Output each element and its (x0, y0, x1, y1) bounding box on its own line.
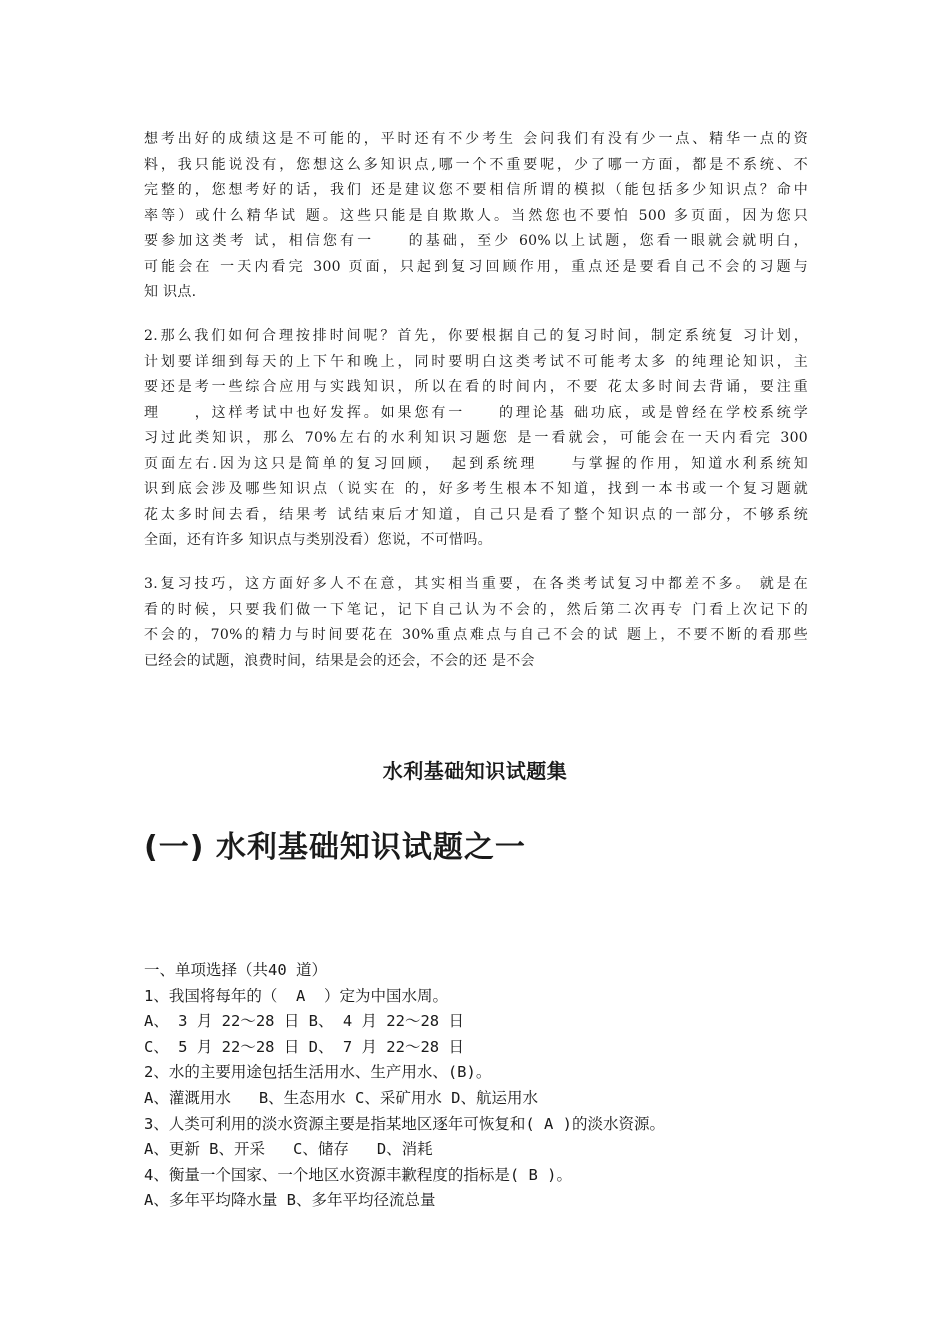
question-2: 2、水的主要用途包括生活用水、生产用水、(B)。 (144, 1063, 492, 1082)
question-1-options: C、 5 月 22～28 日 D、 7 月 22～28 日 (144, 1037, 464, 1056)
question-3-options: A、更新 B、开采 C、储存 D、消耗 (144, 1140, 433, 1159)
question-4: 4、衡量一个国家、一个地区水资源丰歉程度的指标是( B )。 (144, 1165, 572, 1184)
text-line: 想考出好的成绩这是不可能的，平时还有不少考生 会问我们有没有少一点、精华一点的资 (144, 131, 808, 147)
text-line: 看的时候，只要我们做一下笔记，记下自己认为不会的，然后第二次再专 门看上次记下的 (144, 601, 808, 618)
paragraph-2 (144, 324, 808, 554)
question-4-options: A、多年平均降水量 B、多年平均径流总量 (144, 1191, 436, 1210)
paragraph-3 (144, 572, 808, 674)
quiz-section-header: 一、单项选择（共40 道） (144, 961, 327, 979)
text-line: 2.那么我们如何合理按排时间呢？首先，你要根据自己的复习时间，制定系统复 习计划， (144, 328, 808, 344)
text-line: 率等）或什么精华试 题。这些只能是自欺欺人。当然您也不要怕 500 多页面，因为您只 (144, 207, 808, 224)
text-line: 花太多时间去看，结果考 试结束后才知道，自己只是看了整个知识点的一部分，不够系统 (144, 506, 808, 523)
question-1-options: A、 3 月 22～28 日 B、 4 月 22～28 日 (144, 1012, 464, 1031)
question-2-options: A、灌溉用水 B、生态用水 C、采矿用水 D、航运用水 (144, 1088, 538, 1107)
text-line: 计划要详细到每天的上下午和晚上，同时要明白这类考试不可能考太多 的纯理论知识，主 (144, 353, 808, 370)
text-line: 已经会的试题，浪费时间，结果是会的还会，不会的还 是不会 (144, 652, 535, 669)
section-heading: (一) 水利基础知识试题之一 (144, 830, 526, 865)
question-1: 1、我国将每年的（ A ）定为中国水周。 (144, 986, 448, 1005)
text-line: 要参加这类考 试，相信您有一 的基础，至少 60%以上试题，您看一眼就会就明白， (144, 233, 808, 249)
text-line: 知 识点. (144, 284, 197, 300)
text-line: 不会的，70%的精力与时间要花在 30%重点难点与自己不会的试 题上，不要不断的看那些 (144, 627, 808, 643)
text-line: 可能会在 一天内看完 300 页面，只起到复习回顾作用，重点还是要看自己不会的习题与 (144, 258, 808, 275)
text-line: 全面，还有许多 知识点与类别没看）您说，不可惜吗。 (144, 532, 492, 548)
text-line: 识到底会涉及哪些知识点（说实在 的，好多考生根本不知道，找到一本书或一个复习题就 (144, 481, 808, 497)
document-title: 水利基础知识试题集 (382, 759, 568, 783)
text-line: 页面左右.因为这只是简单的复习回顾， 起到系统理 与掌握的作用，知道水利系统知 (144, 455, 808, 472)
text-line: 要还是考一些综合应用与实践知识，所以在看的时间内，不要 花太多时间去背诵，要注重 (144, 379, 808, 395)
text-line: 料，我只能说没有，您想这么多知识点,哪一个不重要呢，少了哪一方面，都是不系统、不 (144, 156, 808, 173)
quiz-section (144, 958, 824, 1214)
question-3: 3、人类可利用的淡水资源主要是指某地区逐年可恢复和( A )的淡水资源。 (144, 1114, 665, 1133)
text-line: 理 ，这样考试中也好发挥。如果您有一 的理论基 础功底，或是曾经在学校系统学 (144, 404, 808, 421)
text-line: 完整的，您想考好的话，我们 还是建议您不要相信所谓的模拟（能包括多少知识点？命中 (144, 182, 808, 198)
paragraph-1 (144, 127, 808, 306)
text-line: 3.复习技巧，这方面好多人不在意，其实相当重要，在各类考试复习中都差不多。 就是在 (144, 576, 808, 592)
text-line: 习过此类知识，那么 70%左右的水利知识习题您 是一看就会，可能会在一天内看完 300 (144, 430, 808, 446)
